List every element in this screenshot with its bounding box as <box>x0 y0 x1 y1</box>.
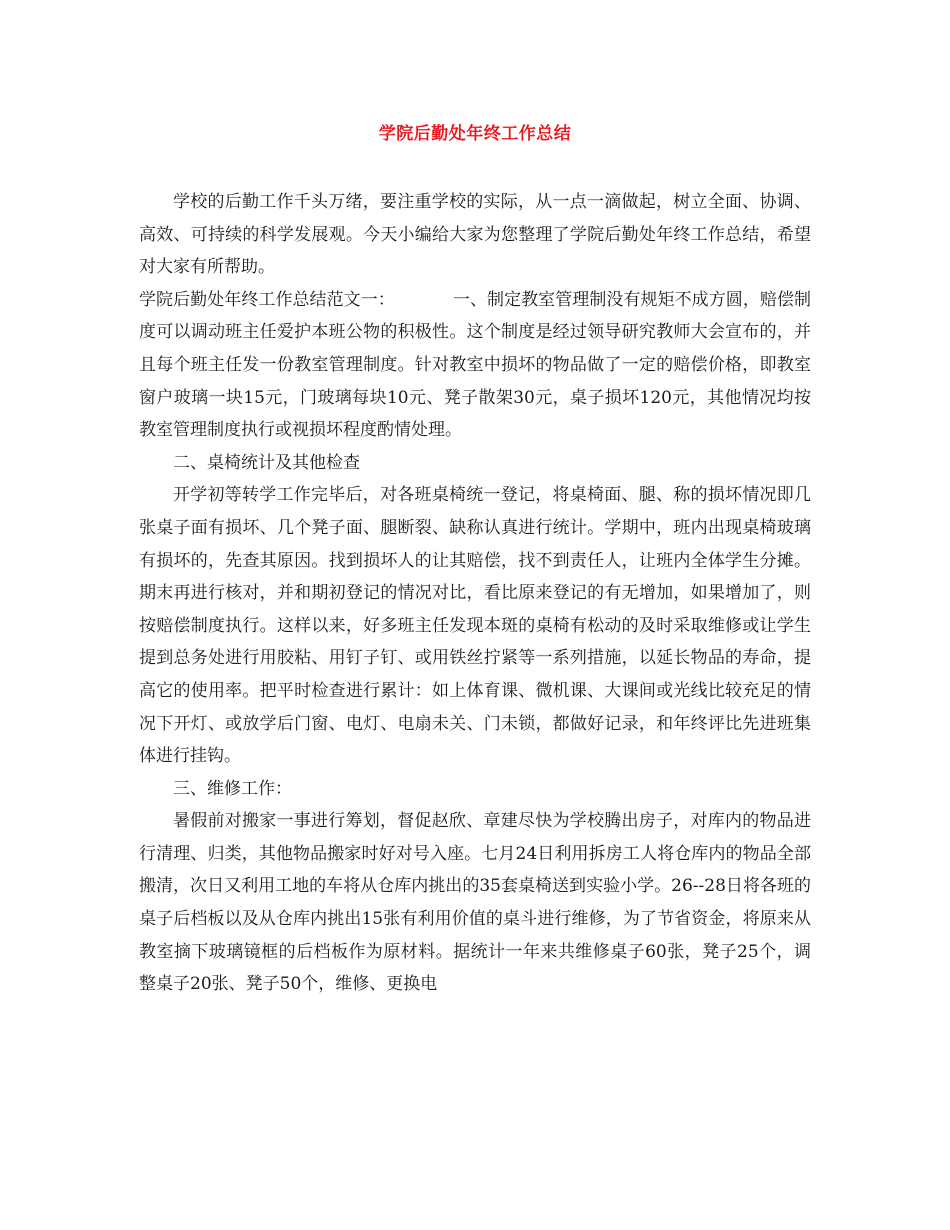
section-3-heading: 三、维修工作： <box>173 778 292 799</box>
sample-first-paragraph <box>139 284 811 447</box>
section-3-paragraph: 暑假前对搬家一事进行筹划，督促赵欣、章建尽快为学校腾出房子，对库内的物品进行清理、归类，其他物品搬家时好对号入座。七月24日利用拆房工人将仓库内的物品全部搬清，次日又利用工地的车将从仓库内挑出的35套桌椅送到实验小学。26--28日将各班的桌子后档板以及从仓库内挑出15张有利用价值的桌斗进行维修，为了节省资金，将原来从教室摘下玻璃镜框的后档板作为原材料。据统计一年来共维修桌子60张，凳子25个，调整桌子20张、凳子50个，维修、更换电 <box>139 811 811 995</box>
document-body <box>139 186 811 1001</box>
section-2-paragraph: 开学初等转学工作完毕后，对各班桌椅统一登记，将桌椅面、腿、称的损坏情况即几张桌子面有损坏、几个凳子面、腿断裂、缺称认真进行统计。学期中，班内出现桌椅玻璃有损坏的，先查其原因。找到损坏人的让其赔偿，找不到责任人，让班内全体学生分摊。期末再进行核对，并和期初登记的情况对比，看比原来登记的有无增加，如果增加了，则按赔偿制度执行。这样以来，好多班主任发现本斑的桌椅有松动的及时采取维修或让学生提到总务处进行用胶粘、用钉子钉、或用铁丝拧紧等一系列措施，以延长物品的寿命，提高它的使用率。把平时检查进行累计：如上体育课、微机课、大课间或光线比较充足的情况下开灯、或放学后门窗、电灯、电扇未关、门未锁，都做好记录，和年终评比先进班集体进行挂钩。 <box>139 485 811 767</box>
section-2-heading: 二、桌椅统计及其他检查 <box>173 452 360 473</box>
sample-label: 学院后勤处年终工作总结范文一： <box>139 289 395 310</box>
document-title: 学院后勤处年终工作总结 <box>378 124 572 144</box>
intro-paragraph: 学校的后勤工作千头万绪，要注重学校的实际，从一点一滴做起，树立全面、协调、高效、可持续的科学发展观。今天小编给大家为您整理了学院后勤处年终工作总结，希望对大家有所帮助。 <box>139 192 811 278</box>
section-1-text: 一、制定教室管理制没有规矩不成方圆，赔偿制度可以调动班主任爱护本班公物的积极性。这个制度是经过领导研究教师大会宣布的，并且每个班主任发一份教室管理制度。针对教室中损坏的物品做了一定的赔偿价格，即教室窗户玻璃一块15元，门玻璃每块10元、凳子散架30元，桌子损坏120元，其他情况均按教室管理制度执行或视损坏程度酌情处理。 <box>139 289 812 441</box>
